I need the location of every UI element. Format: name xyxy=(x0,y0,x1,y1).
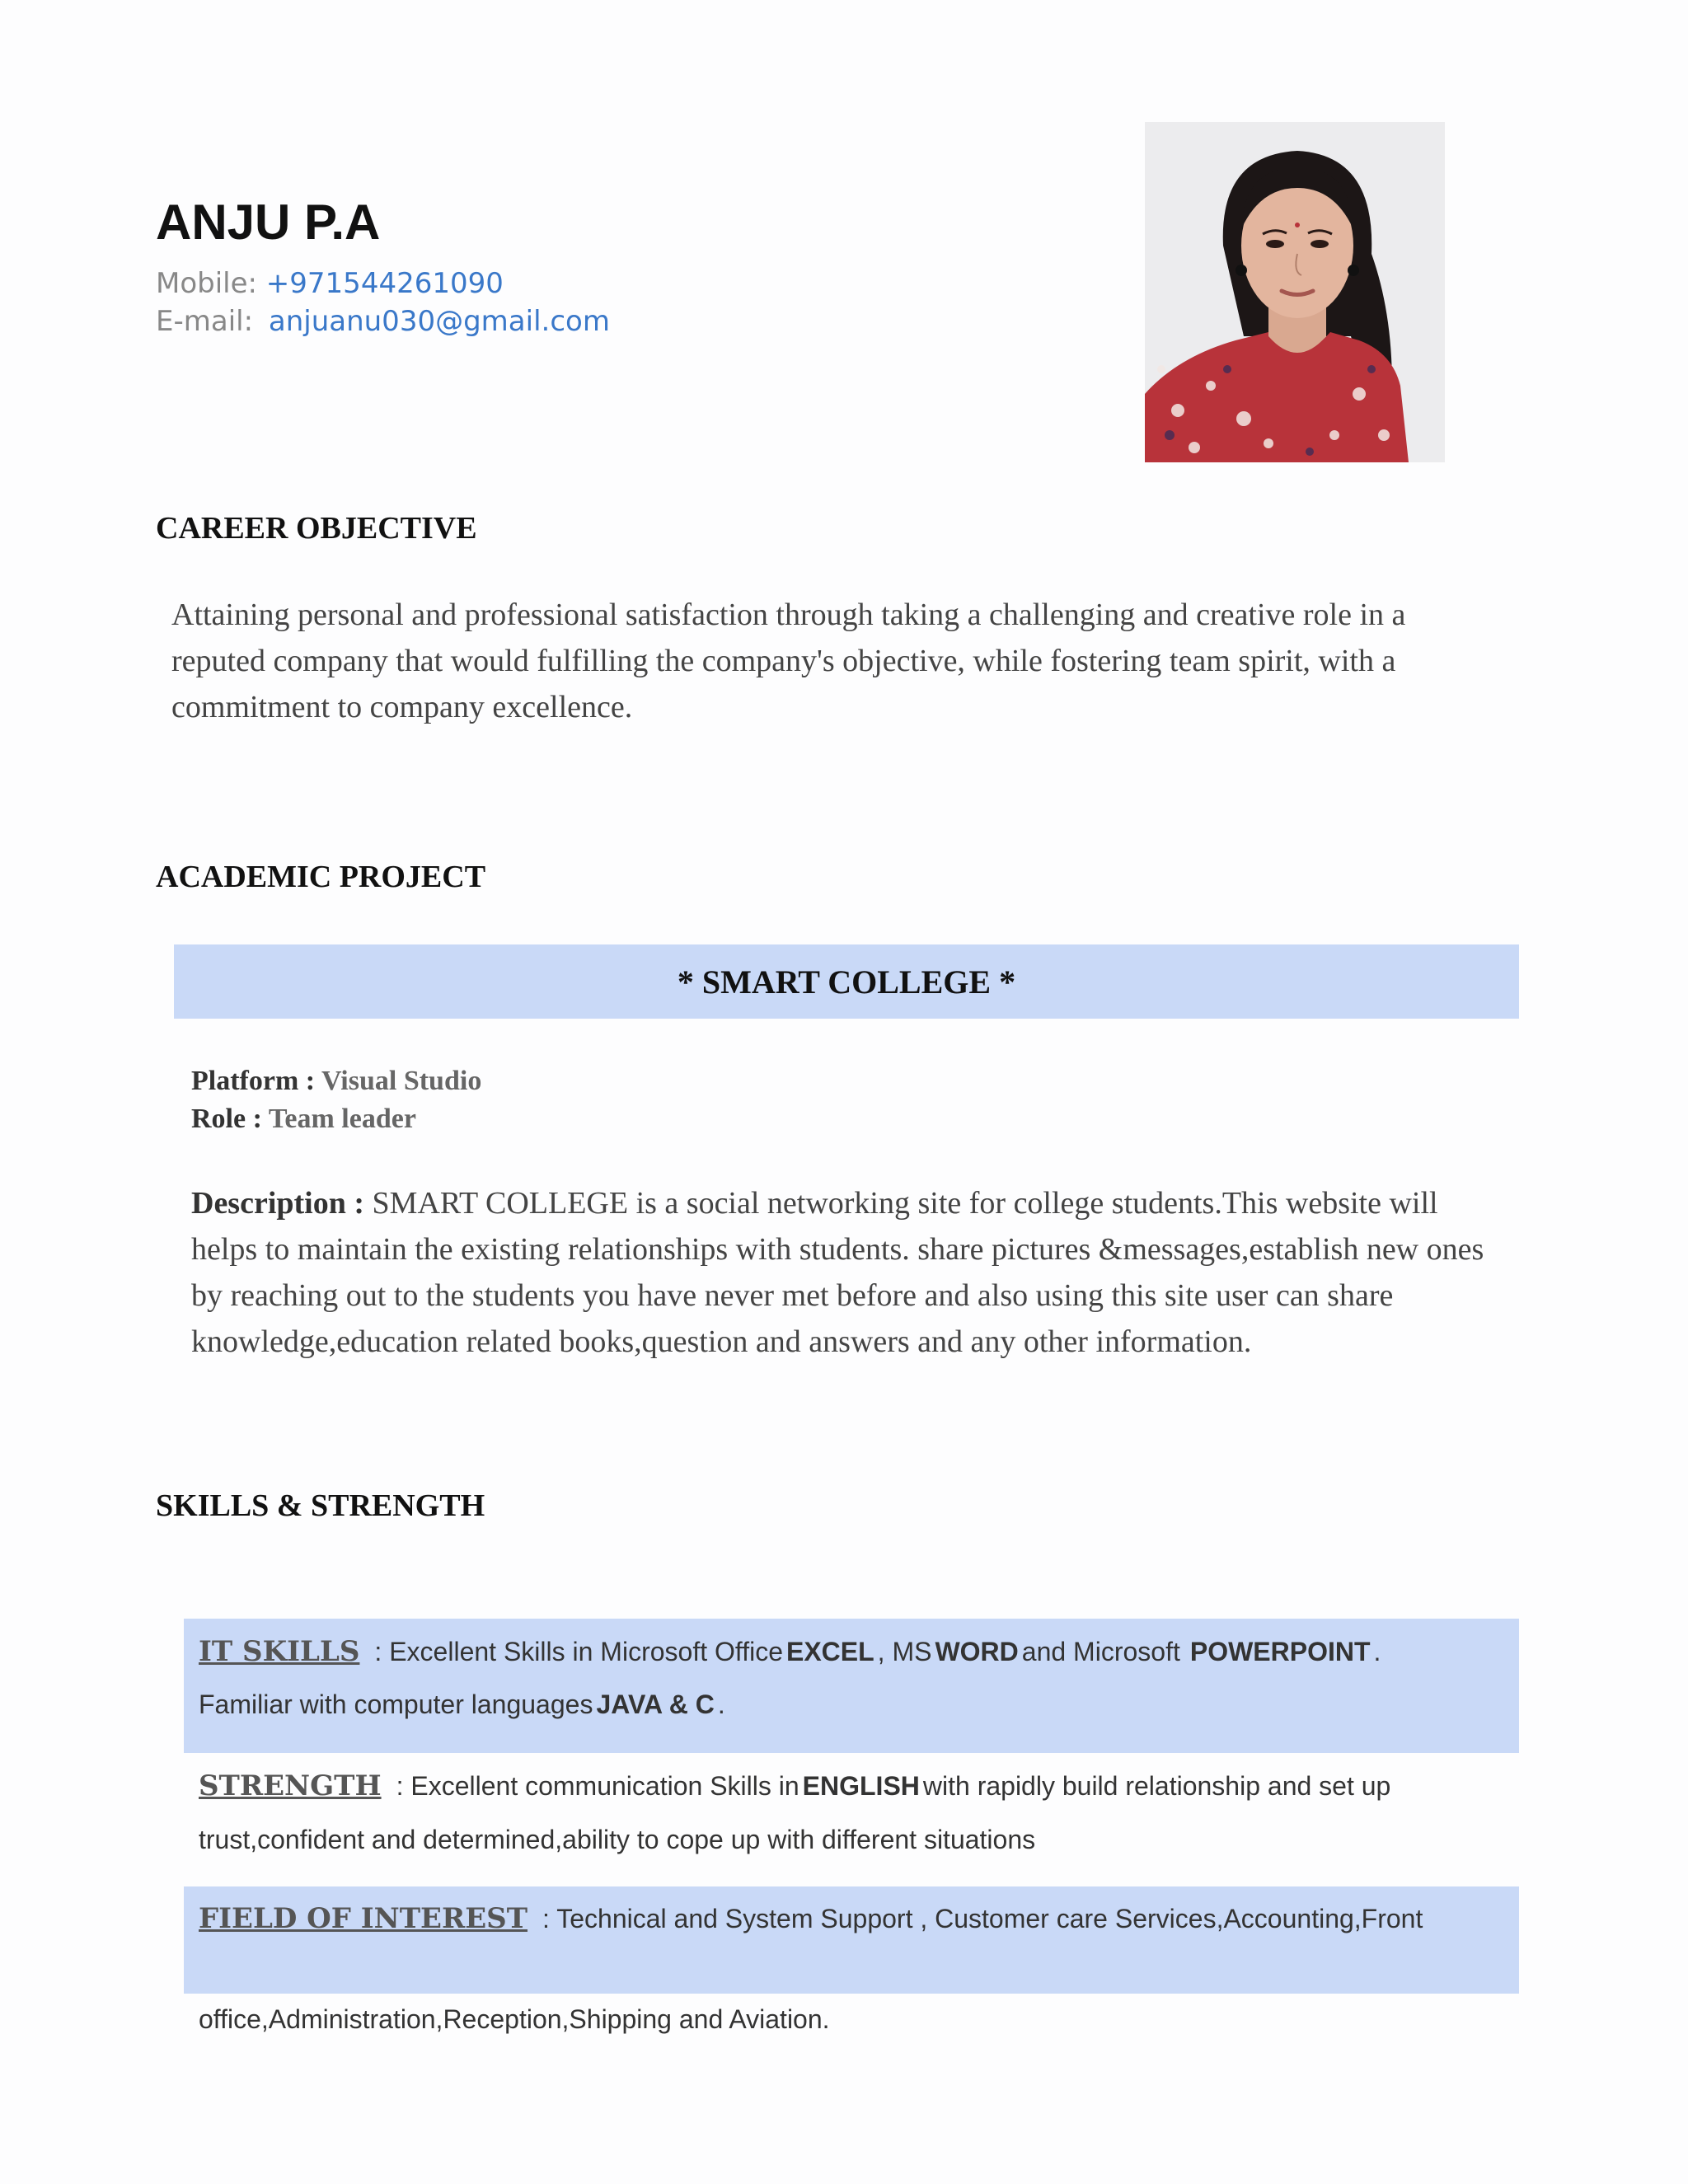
strength-text-1: : Excellent communication Skills in xyxy=(396,1771,799,1801)
interest-text-1: : Technical and System Support , Customer care Services,Accounting,Front xyxy=(542,1904,1423,1933)
role-label: Role : xyxy=(191,1104,262,1134)
interest-line-2: office,Administration,Reception,Shipping and Aviation. xyxy=(199,2004,830,2034)
interest-line-1 xyxy=(199,1902,1423,1935)
strength-line-1 xyxy=(199,1769,1390,1802)
it-skill-excel: EXCEL xyxy=(785,1637,874,1666)
it-skill-powerpoint: POWERPOINT xyxy=(1189,1637,1371,1666)
academic-project-heading: ACADEMIC PROJECT xyxy=(156,860,486,894)
career-objective-heading: CAREER OBJECTIVE xyxy=(156,511,477,546)
description-text: SMART COLLEGE is a social networking site for college students.This website will helps to maintain the existing relationships with students. share pictures &messages,establish new ones by reaching out to the students you have never met before and also using this site user can share knowledge,education related books,question and answers and any other information. xyxy=(191,1186,1484,1359)
it-skills-text-2: , MS xyxy=(877,1637,932,1666)
platform-value: Visual Studio xyxy=(321,1066,482,1096)
skills-heading: SKILLS & STRENGTH xyxy=(156,1488,485,1523)
it-skills-line-2 xyxy=(199,1690,725,1720)
role-row xyxy=(191,1105,416,1133)
project-title: * SMART COLLEGE * xyxy=(677,963,1016,1001)
mobile-label: Mobile: xyxy=(156,267,257,300)
profile-photo xyxy=(1145,122,1445,462)
it-skills-text-1: : Excellent Skills in Microsoft Office xyxy=(374,1637,783,1666)
it-skills-line-1 xyxy=(199,1635,1381,1668)
description-label: Description : xyxy=(191,1186,365,1221)
email-link[interactable]: anjuanu030@gmail.com xyxy=(268,305,610,338)
email-label: E-mail: xyxy=(156,305,254,338)
it-skills-text-6: . xyxy=(717,1690,725,1719)
strength-title: STRENGTH xyxy=(199,1769,382,1802)
mobile-value[interactable]: +971544261090 xyxy=(265,267,504,300)
interest-title: FIELD OF INTEREST xyxy=(199,1902,528,1935)
career-objective-text: Attaining personal and professional satisfaction through taking a challenging and creative role in a reputed company that would fulfilling the company's objective, while fostering team spirit, with a commitment to company excellence. xyxy=(171,598,1406,724)
platform-row xyxy=(191,1067,481,1095)
it-skills-text-3: and Microsoft xyxy=(1021,1637,1180,1666)
role-value: Team leader xyxy=(268,1104,416,1134)
it-skill-languages: JAVA & C xyxy=(596,1690,715,1719)
it-skills-text-4: . xyxy=(1373,1637,1381,1666)
strength-text-2: with rapidly build relationship and set up xyxy=(922,1771,1391,1801)
mobile-row xyxy=(156,269,504,298)
it-skills-title: IT SKILLS xyxy=(199,1635,360,1668)
strength-english: ENGLISH xyxy=(802,1771,920,1801)
email-row xyxy=(156,305,610,338)
portrait-image xyxy=(1145,122,1445,462)
candidate-name: ANJU P.A xyxy=(156,194,381,250)
project-description xyxy=(191,1180,1510,1365)
it-skill-word: WORD xyxy=(935,1637,1019,1666)
project-title-banner xyxy=(174,944,1519,1019)
strength-line-2: trust,confident and determined,ability to cope up with different situations xyxy=(199,1825,1036,1854)
it-skills-text-5: Familiar with computer languages xyxy=(199,1690,593,1719)
platform-label: Platform : xyxy=(191,1066,316,1096)
